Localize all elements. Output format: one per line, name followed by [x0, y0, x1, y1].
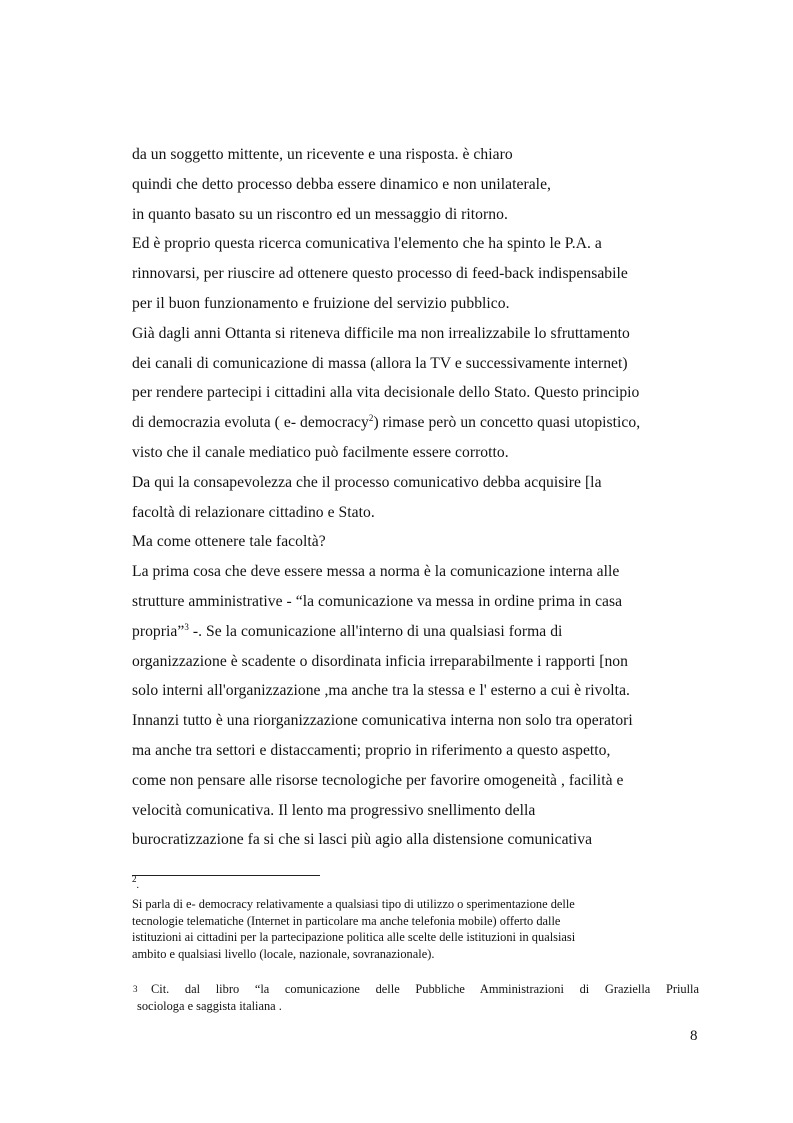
body-line: Ed è proprio questa ricerca comunicativa l'elemento che ha spinto le P.A. a: [132, 235, 602, 253]
body-line: Già dagli anni Ottanta si riteneva difficile ma non irrealizzabile lo sfruttamento: [132, 324, 630, 342]
body-line: dei canali di comunicazione di massa (allora la TV e successivamente internet): [132, 354, 628, 372]
body-line: solo interni all'organizzazione ,ma anche tra la stessa e l' esterno a cui è rivolta.: [132, 682, 630, 700]
line-text: di democrazia evoluta ( e- democracy: [132, 414, 369, 432]
footnote-line: Si parla di e- democracy relativamente a qualsiasi tipo di utilizzo o sperimentazione delle: [132, 897, 575, 911]
footnote-3-number: 3: [133, 984, 138, 994]
body-text: [132, 142, 712, 857]
footnote-line: Cit. dal libro “la comunicazione delle Pubbliche Amministrazioni di Graziella Priulla: [151, 982, 699, 996]
footnote-line: sociologa e saggista italiana .: [137, 999, 282, 1013]
body-line: rinnovarsi, per riuscire ad ottenere questo processo di feed-back indispensabile: [132, 265, 628, 283]
body-line: per il buon funzionamento e fruizione del servizio pubblico.: [132, 294, 510, 312]
footnote-line: tecnologie telematiche (Internet in particolare ma anche telefonia mobile) offerto dalle: [132, 913, 561, 928]
body-line: come non pensare alle risorse tecnologiche per favorire omogeneità , facilità e: [132, 771, 624, 789]
body-line: velocità comunicativa. Il lento ma progressivo snellimento della: [132, 801, 536, 819]
footnote-2: [132, 896, 702, 962]
footnote-ref-3[interactable]: 3: [184, 621, 189, 632]
footnote-2-marker: [132, 874, 139, 892]
footnote-3: [137, 981, 699, 1015]
body-line: Innanzi tutto è una riorganizzazione comunicativa interna non solo tra operatori: [132, 712, 633, 730]
body-line: da un soggetto mittente, un ricevente e una risposta. è chiaro: [132, 146, 513, 163]
footnote-line: istituzioni ai cittadini per la partecipazione politica alle scelte delle istituzioni in qualsiasi: [132, 930, 576, 945]
line-text: -. Se la comunicazione all'interno di una qualsiasi forma di: [188, 622, 563, 640]
body-line: quindi che detto processo debba essere dinamico e non unilaterale,: [132, 175, 551, 193]
body-line: Da qui la consapevolezza che il processo comunicativo debba acquisire [la: [132, 473, 602, 491]
footnote-ref-2[interactable]: 2: [368, 413, 374, 424]
footnote-number: 2: [132, 874, 137, 884]
body-line: ma anche tra settori e distaccamenti; proprio in riferimento a questo aspetto,: [132, 741, 611, 759]
line-text: propria”: [132, 622, 185, 640]
line-text: ) rimase però un concetto quasi utopistico,: [373, 414, 641, 432]
body-line: per rendere partecipi i cittadini alla vita decisionale dello Stato. Questo principio: [132, 384, 640, 402]
body-line: La prima cosa che deve essere messa a norma è la comunicazione interna alle: [132, 563, 620, 581]
footnote-separator: [132, 875, 320, 876]
body-line: organizzazione è scadente o disordinata inficia irreparabilmente i rapporti [non: [132, 652, 629, 670]
body-line: visto che il canale mediatico può facilmente essere corrotto.: [132, 443, 509, 461]
body-line-with-footnote-ref: [132, 619, 712, 649]
body-line: in quanto basato su un riscontro ed un messaggio di ritorno.: [132, 205, 508, 223]
body-line-with-footnote-ref: [132, 410, 712, 440]
body-line: facoltà di relazionare cittadino e Stato.: [132, 503, 375, 521]
footnote-marker-suffix: .: [136, 880, 139, 891]
body-line: Ma come ottenere tale facoltà?: [132, 533, 326, 551]
body-line: burocratizzazione fa si che si lasci più agio alla distensione comunicativa: [132, 831, 593, 849]
body-line: strutture amministrative - “la comunicazione va messa in ordine prima in casa: [132, 592, 623, 610]
footnote-line: ambito e qualsiasi livello (locale, nazionale, sovranazionale).: [132, 946, 435, 961]
page-number: 8: [690, 1028, 698, 1044]
